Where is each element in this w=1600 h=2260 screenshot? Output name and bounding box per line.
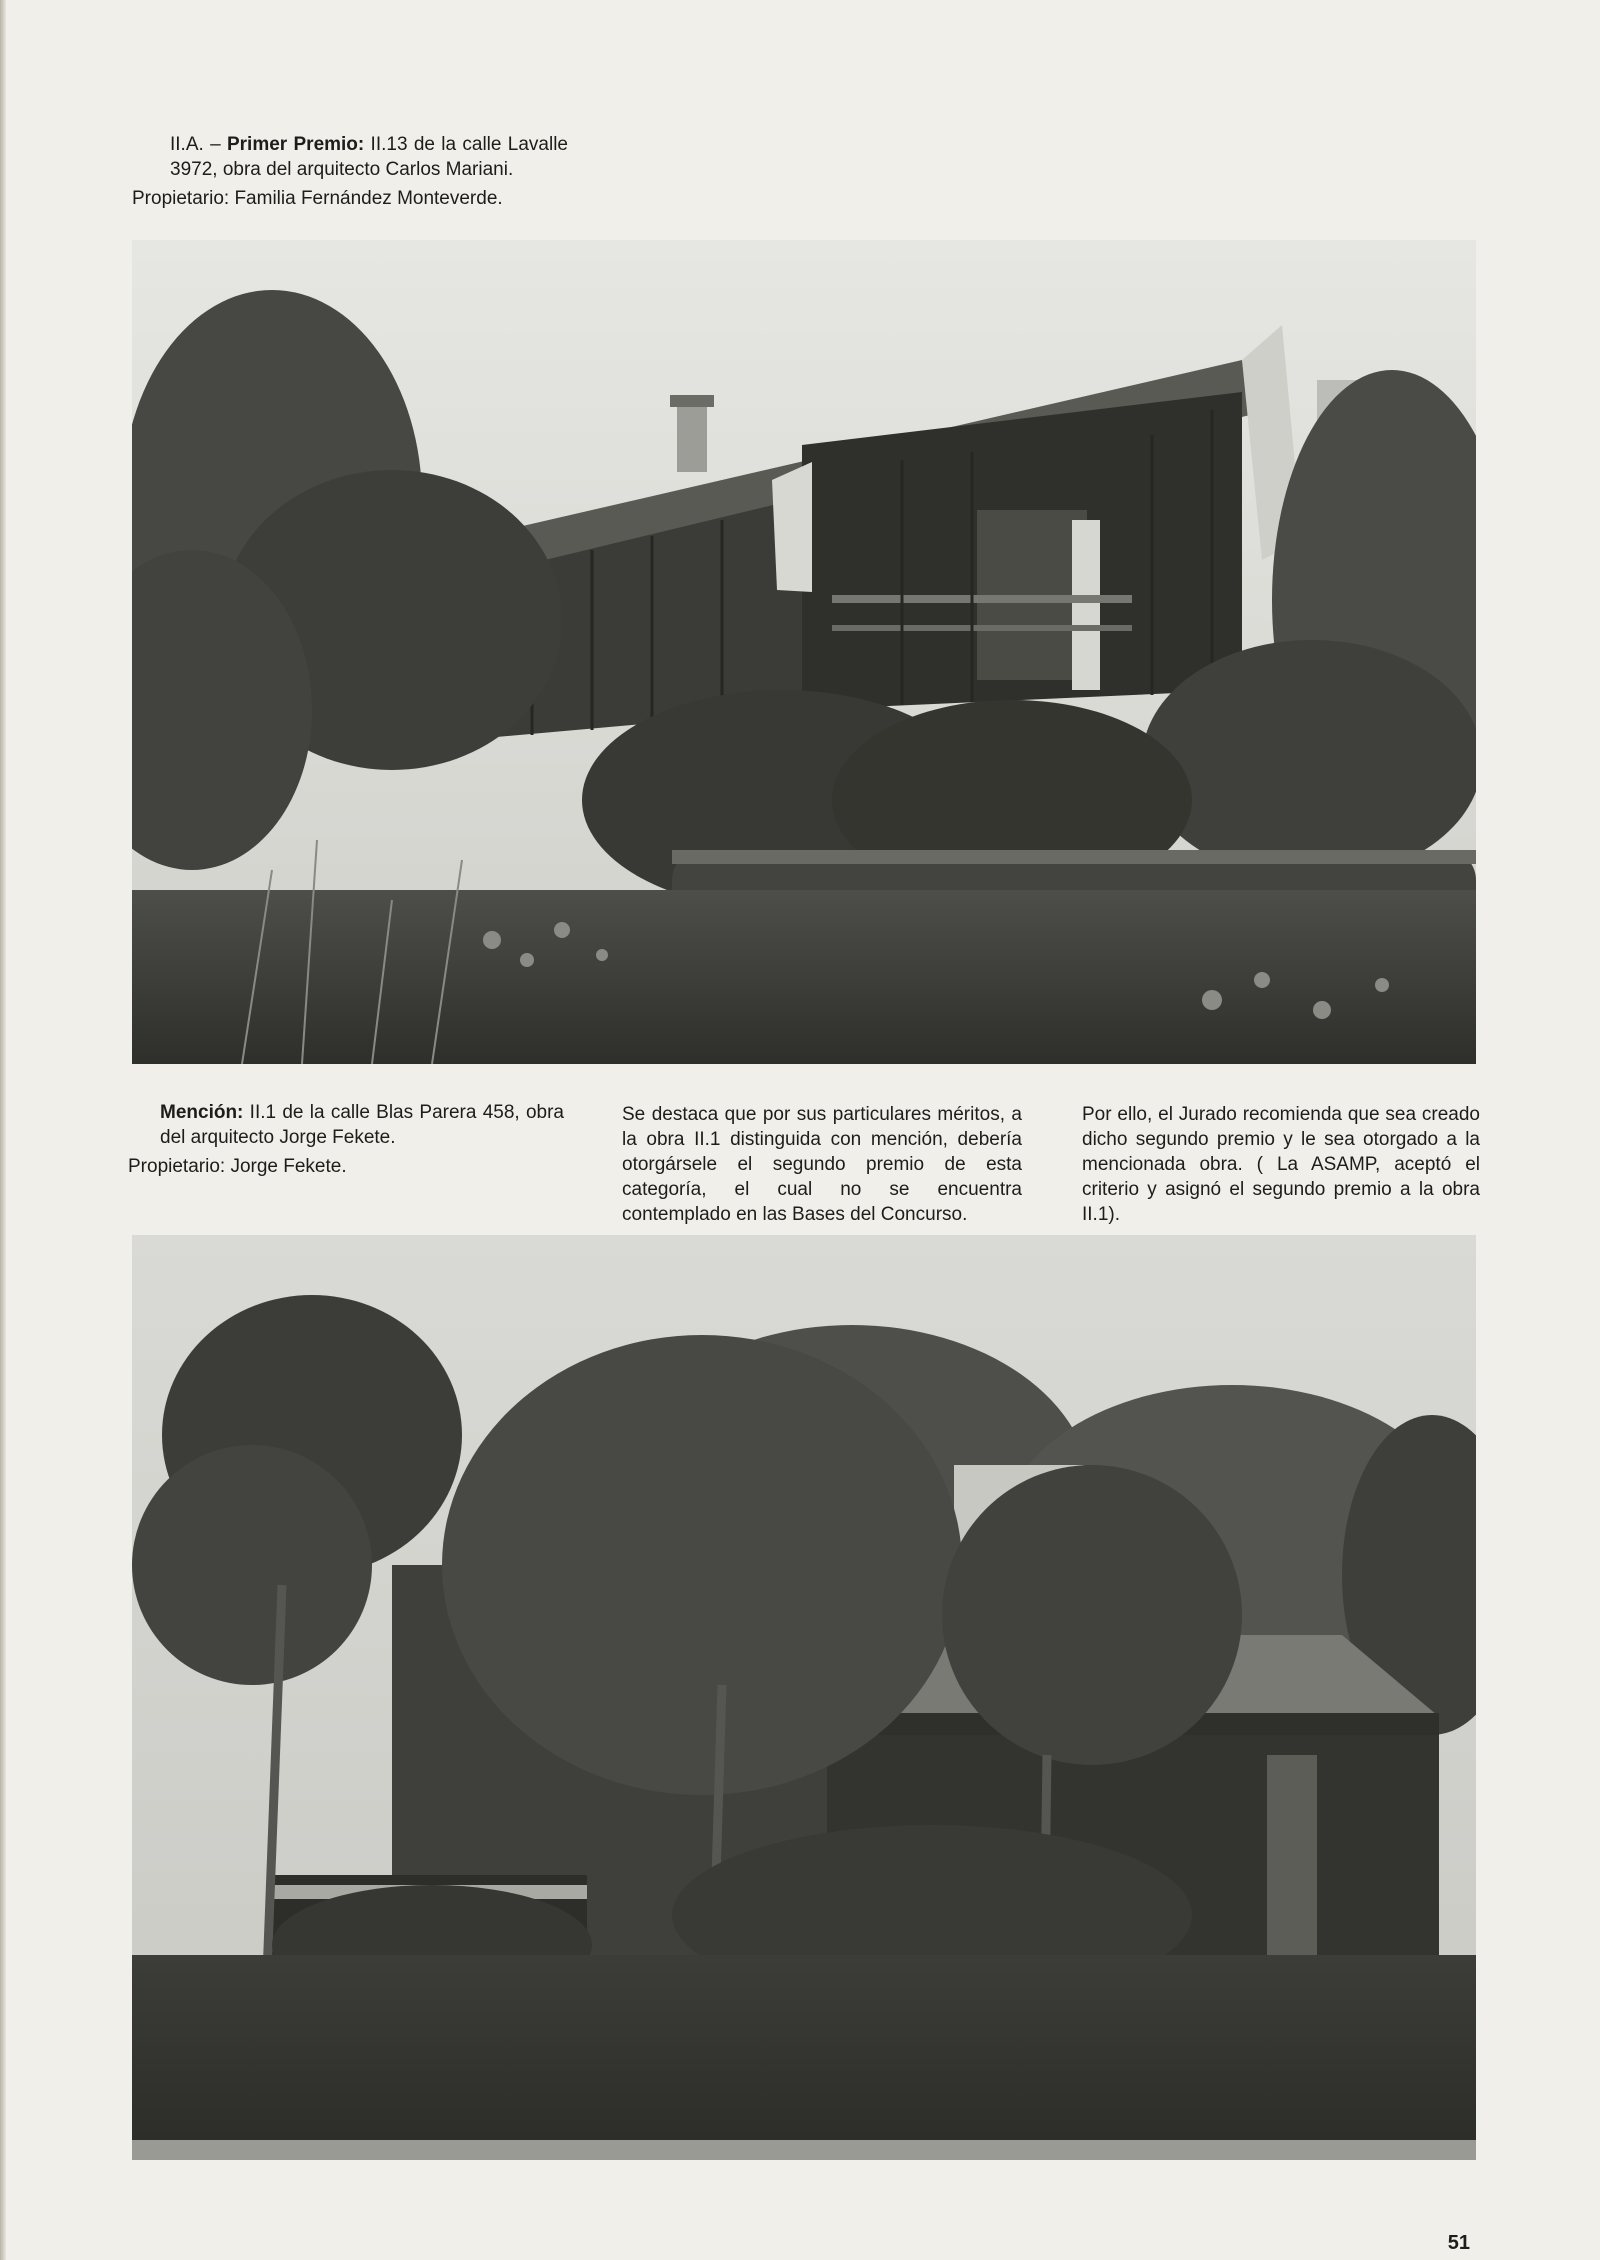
mention-description: II.1 de la calle Blas Parera 458, obra del arquitecto Jorge Fekete. xyxy=(160,1102,564,1148)
mention-label: Mención: xyxy=(160,1102,244,1123)
page-number: 51 xyxy=(1447,2232,1470,2254)
caption-owner: Propietario: Familia Fernández Monteverde. xyxy=(132,188,503,209)
page-binding-edge xyxy=(0,0,6,2260)
jury-recommendation-text: Por ello, el Jurado recomienda que sea creado dicho segundo premio y le sea otorgado a la mencionada obra. ( La ASAMP, aceptó el criterio y asignó el segundo premio a la obra II.1). xyxy=(1082,1104,1480,1225)
first-prize-caption xyxy=(132,132,568,211)
mention-house-photo xyxy=(132,1235,1476,2160)
jury-recommendation-column xyxy=(1050,1102,1480,1227)
caption-description: II.13 de la calle Lavalle 3972, obra del arquitecto Carlos Mariani. xyxy=(170,134,568,180)
jury-note-column xyxy=(590,1102,1022,1227)
mention-caption xyxy=(128,1100,564,1179)
jury-note-text: Se destaca que por sus particulares méritos, a la obra II.1 distinguida con mención, debería otorgársele el segundo premio de esta categoría, el cual no se encuentra contemplado en las Bases del Concurso. xyxy=(622,1104,1022,1225)
first-prize-house-photo xyxy=(132,240,1476,1064)
caption-prize-label: Primer Premio: xyxy=(226,134,365,155)
mention-owner: Propietario: Jorge Fekete. xyxy=(128,1156,347,1177)
caption-prefix: II.A. – xyxy=(170,134,227,155)
